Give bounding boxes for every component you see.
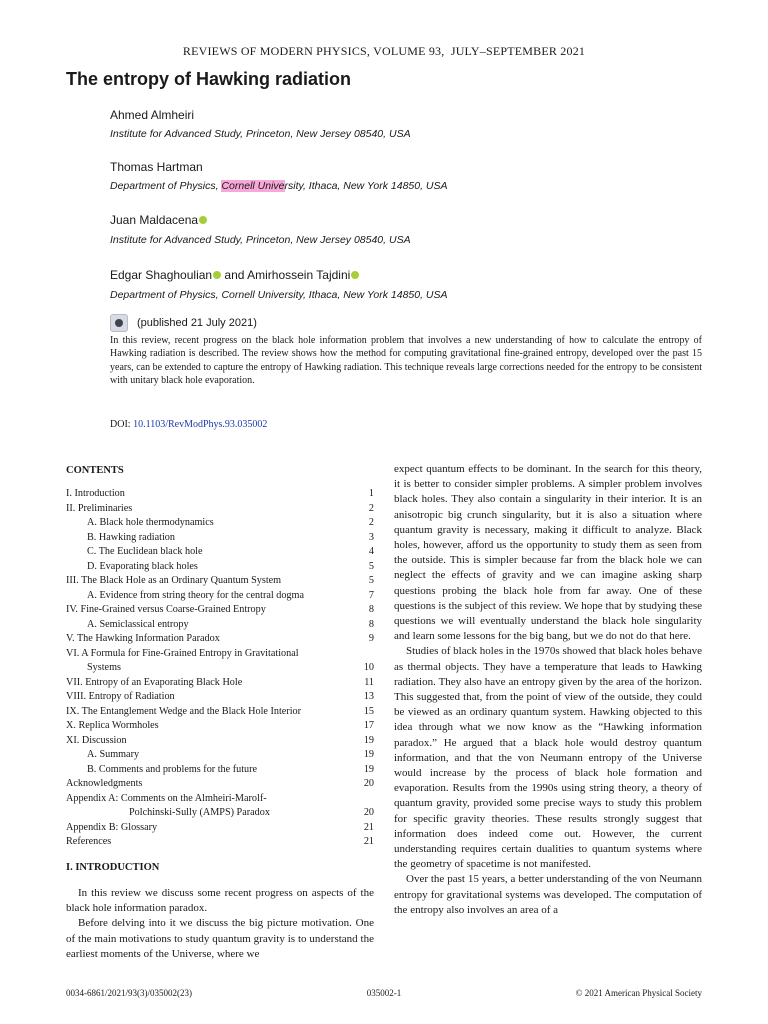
toc-item-page: 19: [363, 749, 374, 760]
toc-item[interactable]: [66, 516, 374, 531]
right-column-text: [394, 462, 702, 918]
toc-item[interactable]: [66, 763, 374, 778]
toc-item-page: 21: [363, 836, 374, 847]
toc-item[interactable]: [66, 618, 374, 633]
toc-item-page: 2: [368, 502, 374, 514]
doi-link[interactable]: 10.1103/RevModPhys.93.035002: [133, 419, 268, 430]
orcid-icon[interactable]: [199, 216, 207, 224]
toc-item-label: III. The Black Hole as an Ordinary Quantum System: [66, 575, 282, 586]
journal-header: REVIEWS OF MODERN PHYSICS, VOLUME 93, JULY–SEPTEMBER 2021: [182, 44, 586, 58]
affiliation-text: Department of Physics,: [110, 180, 222, 192]
toc-item-page: 20: [363, 778, 374, 789]
author-line: [110, 213, 207, 227]
toc-item-page: 5: [368, 560, 374, 572]
toc-item[interactable]: [66, 603, 374, 618]
toc-item[interactable]: [66, 821, 374, 836]
orcid-icon[interactable]: [351, 271, 359, 279]
published-date: (published 21 July 2021): [137, 317, 257, 329]
toc-item[interactable]: [66, 690, 374, 705]
toc-item[interactable]: [66, 632, 374, 647]
toc-item[interactable]: [66, 487, 374, 502]
doi-label: DOI:: [110, 419, 131, 430]
toc-item-label: B. Hawking radiation: [87, 531, 175, 543]
abstract: In this review, recent progress on the black hole information problem that involves a new understanding of how to calculate the entropy of Hawking radiation is described. The review shows how the method for computing gravitational fine-grained entropy, developed over the past 15 years, can be extended to capture the entropy of Hawking radiation. This technique reveals large corrections needed for the entropy to be consistent with unitary black hole evaporation.: [110, 335, 702, 387]
toc-item-page: 3: [368, 531, 374, 543]
toc-item-label: Acknowledgments: [66, 778, 143, 789]
toc-item-label: VII. Entropy of an Evaporating Black Hole: [66, 676, 243, 688]
toc-item-label: A. Black hole thermodynamics: [87, 517, 214, 528]
toc-item-label: B. Comments and problems for the future: [87, 763, 258, 775]
paragraph: In this review we discuss some recent progress on aspects of the black hole information paradox.: [66, 887, 374, 915]
table-of-contents: [66, 487, 374, 850]
toc-item[interactable]: [66, 589, 374, 604]
toc-item[interactable]: [66, 719, 374, 734]
toc-item[interactable]: [66, 560, 374, 575]
toc-item-label: VIII. Entropy of Radiation: [66, 691, 175, 702]
toc-item-page: 10: [363, 662, 374, 673]
toc-item[interactable]: [66, 647, 374, 676]
toc-item-label: A. Evidence from string theory for the central dogma: [87, 589, 304, 601]
footer-copyright: © 2021 American Physical Society: [575, 988, 702, 998]
paragraph: Before delving into it we discuss the big picture motivation. One of the main motivations to study quantum gravity is to understand the earliest moments of the Universe, where we: [66, 917, 374, 960]
toc-item-label: [66, 647, 331, 676]
author-affiliation: Institute for Advanced Study, Princeton, New Jersey 08540, USA: [110, 234, 411, 246]
toc-item-page: 11: [364, 676, 374, 688]
toc-item-page: 19: [363, 734, 374, 746]
toc-item[interactable]: [66, 777, 374, 792]
toc-item-label: Appendix B: Glossary: [66, 821, 158, 833]
toc-item[interactable]: [66, 574, 374, 589]
toc-item[interactable]: [66, 545, 374, 560]
toc-item-label-line: Systems: [87, 662, 121, 673]
author-affiliation: Department of Physics, Cornell University, Ithaca, New York 14850, USA: [110, 289, 448, 301]
toc-item-label: D. Evaporating black holes: [87, 560, 198, 572]
affiliation-text: rsity, Ithaca, New York 14850, USA: [284, 180, 448, 192]
toc-item-label: XI. Discussion: [66, 734, 127, 746]
toc-item-page: 21: [363, 821, 374, 833]
toc-item-label: IX. The Entanglement Wedge and the Black Hole Interior: [66, 705, 302, 717]
toc-item-label-line: Appendix A: Comments on the Almheiri-Marolf-: [66, 792, 267, 804]
toc-item[interactable]: [66, 705, 374, 720]
publication-line: [110, 314, 257, 332]
footer-page-number: 035002-1: [366, 988, 402, 998]
toc-item-page: 1: [368, 488, 374, 499]
toc-item-label: A. Semiclassical entropy: [87, 618, 189, 630]
toc-item-label: I. Introduction: [66, 488, 125, 499]
footer-left: 0034-6861/2021/93(3)/035002(23): [66, 988, 192, 998]
toc-item-page: 5: [368, 575, 374, 586]
toc-item[interactable]: [66, 676, 374, 691]
toc-item-label: V. The Hawking Information Paradox: [66, 633, 220, 644]
toc-item-page: 13: [363, 691, 374, 702]
toc-item[interactable]: [66, 835, 374, 850]
toc-item-page: 15: [363, 705, 374, 717]
toc-item-label: References: [66, 836, 112, 847]
crossmark-icon[interactable]: [110, 314, 128, 332]
author-name: Juan Maldacena: [110, 213, 199, 227]
left-column-text: [66, 886, 374, 962]
paper-title: The entropy of Hawking radiation: [66, 69, 352, 89]
toc-item-page: 7: [368, 589, 374, 601]
toc-item-label: II. Preliminaries: [66, 502, 133, 514]
toc-item[interactable]: [66, 502, 374, 517]
toc-item-label-line: Polchinski-Sully (AMPS) Paradox: [129, 807, 270, 818]
toc-item[interactable]: [66, 531, 374, 546]
author-joiner: and: [221, 268, 248, 282]
author-affiliation: [110, 180, 448, 192]
toc-item-page: 8: [368, 618, 374, 630]
toc-item-page: 9: [368, 633, 374, 644]
author-line: [110, 268, 359, 282]
toc-item-label: X. Replica Wormholes: [66, 720, 159, 731]
paragraph: Studies of black holes in the 1970s showed that black holes behave as thermal objects. They have a temperature that leads to Hawking radiation. They also have an entropy given by the area of the horizon. This suggested that, from the point of view of the outside, they could be viewed as an ordinary quantum system. Hawking objected to this idea through what we now know as the “Hawking information paradox.” He argued that a black hole would destroy quantum information, and that the von Neumann entropy of the Universe would increase by the process of black hole formation and evaporation. Results from the 1990s using string theory, a theory of quantum gravity, provided some precise ways to study this problem for specific gravity theories. These results strongly suggest that information does indeed come out. However, the current understanding requires certain dualities to quantum systems where the geometry of spacetime is not manifested.: [394, 645, 702, 871]
author-name: Amirhossein Tajdini: [247, 268, 351, 282]
toc-item-label-line: VI. A Formula for Fine-Grained Entropy in Gravitational: [66, 647, 299, 659]
toc-item-page: 17: [363, 720, 374, 731]
paragraph: expect quantum effects to be dominant. In the search for this theory, it is better to consider simpler problems. A simpler problem involves black holes. They also contain a singularity in their interior. It is an anisotropic big crunch singularity, but it is also a situation where quantum gravity is necessary, making it difficult to analyze. Black holes, however, afford us the opportunity to study them as seen from the outside. This is simpler because far from the black hole we can neglect the effects of gravity and we can imagine asking sharp questions probing the black hole from far away. One of these questions is the subject of this review. We hope that by studying these questions we will eventually understand the black hole singularity and learn some lessons for the big bang, but we do not do that here.: [394, 463, 702, 643]
toc-item[interactable]: [66, 734, 374, 749]
toc-item-page: 20: [363, 807, 374, 818]
section-heading: I. INTRODUCTION: [66, 862, 160, 873]
toc-item-label: A. Summary: [87, 749, 140, 760]
author-name: Thomas Hartman: [110, 160, 203, 174]
contents-heading: CONTENTS: [66, 465, 124, 476]
toc-item-page: 2: [368, 517, 374, 528]
highlighted-text: Cornell Unive: [221, 180, 285, 192]
toc-item-label: IV. Fine-Grained versus Coarse-Grained Entropy: [66, 604, 266, 615]
toc-item-label: [66, 792, 331, 821]
toc-item-page: 8: [368, 604, 374, 615]
toc-item[interactable]: [66, 748, 374, 763]
toc-item[interactable]: [66, 792, 374, 821]
paragraph: Over the past 15 years, a better understanding of the von Neumann entropy for gravitational systems was developed. The computation of the entropy also involves an area of a: [394, 873, 702, 916]
orcid-icon[interactable]: [213, 271, 221, 279]
toc-item-label: C. The Euclidean black hole: [87, 546, 203, 557]
author-affiliation: Institute for Advanced Study, Princeton, New Jersey 08540, USA: [110, 128, 411, 140]
doi-line: [110, 419, 267, 430]
toc-item-page: 4: [368, 546, 374, 557]
author-name: Ahmed Almheiri: [110, 108, 195, 122]
toc-item-page: 19: [363, 763, 374, 775]
author-name: Edgar Shaghoulian: [110, 268, 213, 282]
